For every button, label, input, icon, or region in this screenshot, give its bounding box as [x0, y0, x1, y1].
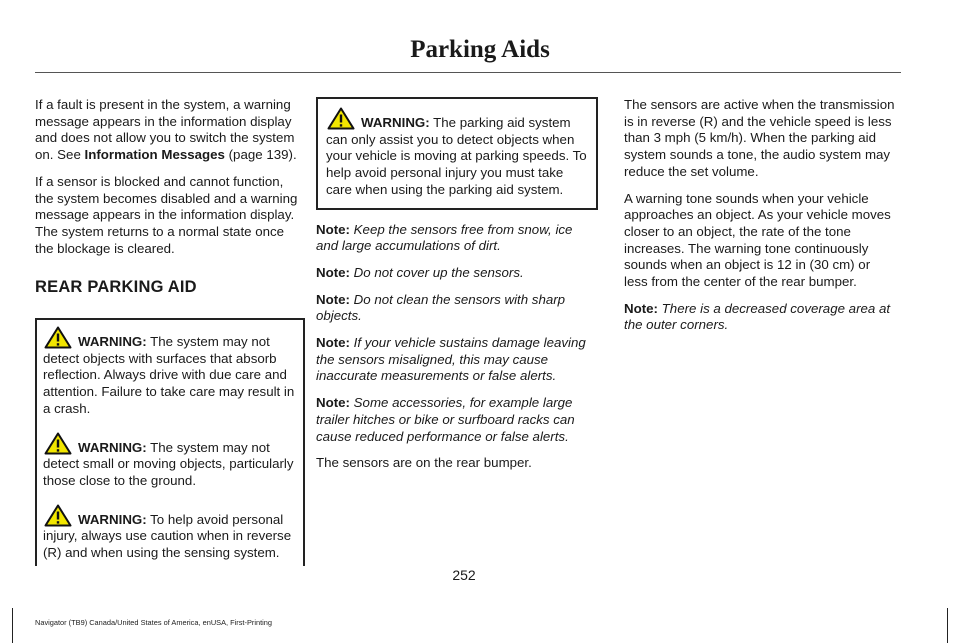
warning-box — [35, 318, 305, 566]
note-text: There is a decreased coverage area at the outer corners. — [624, 300, 891, 333]
column-right — [624, 97, 896, 344]
sensor-location-paragraph: The sensors are on the rear bumper. — [316, 455, 532, 471]
crop-mark — [12, 608, 13, 643]
note — [316, 395, 598, 445]
warning-text: The system may not detect small or moving objects, particularly those close to the ground. — [43, 439, 294, 488]
warning-text: To help avoid personal injury, always use caution when in reverse (R) and when using the sensing system. — [43, 511, 292, 561]
note-label: Note: — [316, 264, 350, 280]
warning-tone-paragraph: A warning tone sounds when your vehicle approaches an object. As your vehicle moves closer to an object, the rate of the tone increases. The warning tone continuously sounds when an object is 12 in (30 cm) or less from the center of the rear bumper. — [624, 190, 891, 290]
header-divider — [35, 72, 901, 73]
warning-triangle-icon — [44, 432, 72, 455]
note-text: Do not clean the sensors with sharp objects. — [316, 291, 566, 324]
note-label: Note: — [316, 395, 350, 411]
note-label: Note: — [624, 300, 658, 316]
fault-paragraph — [35, 97, 305, 164]
warning-text: The parking aid system can only assist you to detect objects when your vehicle is moving at parking speeds. To help avoid personal injury you must take care when using the parking aid system. — [326, 115, 587, 197]
warning-label: WARNING: — [78, 439, 147, 455]
warning-item — [43, 432, 297, 490]
warning-item — [43, 504, 297, 562]
note-label: Note: — [316, 221, 350, 237]
page-title: Parking Aids — [410, 36, 550, 63]
note — [316, 292, 598, 325]
page-number: 252 — [452, 567, 476, 583]
fault-text: If a fault is present in the system, a warning message appears in the information display and does not allow you to switch the system on. See — [35, 97, 295, 163]
blocked-sensor-paragraph: If a sensor is blocked and cannot function, the system becomes disabled and a warning message appears in the information display. The system returns to a normal state once the blockage is cleared. — [35, 173, 298, 256]
warning-triangle-icon — [44, 504, 72, 527]
document-info: Navigator (TB9) Canada/United States of America, enUSA, First-Printing — [35, 618, 273, 627]
note-text: Some accessories, for example large trailer hitches or bike or surfboard racks can cause reduced performance or false alerts. — [316, 395, 575, 444]
page-reference: (page 139). — [224, 147, 297, 163]
note-text: Keep the sensors free from snow, ice and large accumulations of dirt. — [316, 221, 573, 254]
warning-label: WARNING: — [78, 334, 147, 350]
warning-item — [43, 326, 297, 418]
crop-mark — [947, 608, 948, 643]
warning-label: WARNING: — [78, 511, 147, 527]
warning-box — [316, 97, 598, 210]
section-heading: REAR PARKING AID — [35, 278, 197, 297]
note-text: Do not cover up the sensors. — [349, 264, 524, 280]
note — [316, 335, 598, 385]
column-middle — [316, 97, 598, 482]
note-label: Note: — [316, 335, 350, 351]
sensor-active-paragraph: The sensors are active when the transmission is in reverse (R) and the vehicle speed is less than 3 mph (5 km/h). When the parking aid system sounds a tone, the audio system may reduce the set volume. — [624, 97, 895, 179]
note — [316, 222, 598, 255]
information-messages-reference: Information Messages — [84, 147, 225, 163]
warning-triangle-icon — [44, 326, 72, 349]
warning-label: WARNING: — [361, 115, 430, 130]
note — [316, 265, 598, 282]
warning-text: The system may not detect objects with surfaces that absorb reflection. Always drive with due care and attention. Failure to take care may result in a crash. — [43, 334, 295, 416]
note-label: Note: — [316, 291, 350, 307]
warning-triangle-icon — [327, 107, 355, 130]
note — [624, 301, 896, 334]
column-left — [35, 97, 305, 566]
note-text: If your vehicle sustains damage leaving the sensors misaligned, this may cause inaccurate measurements or false alerts. — [316, 335, 586, 384]
